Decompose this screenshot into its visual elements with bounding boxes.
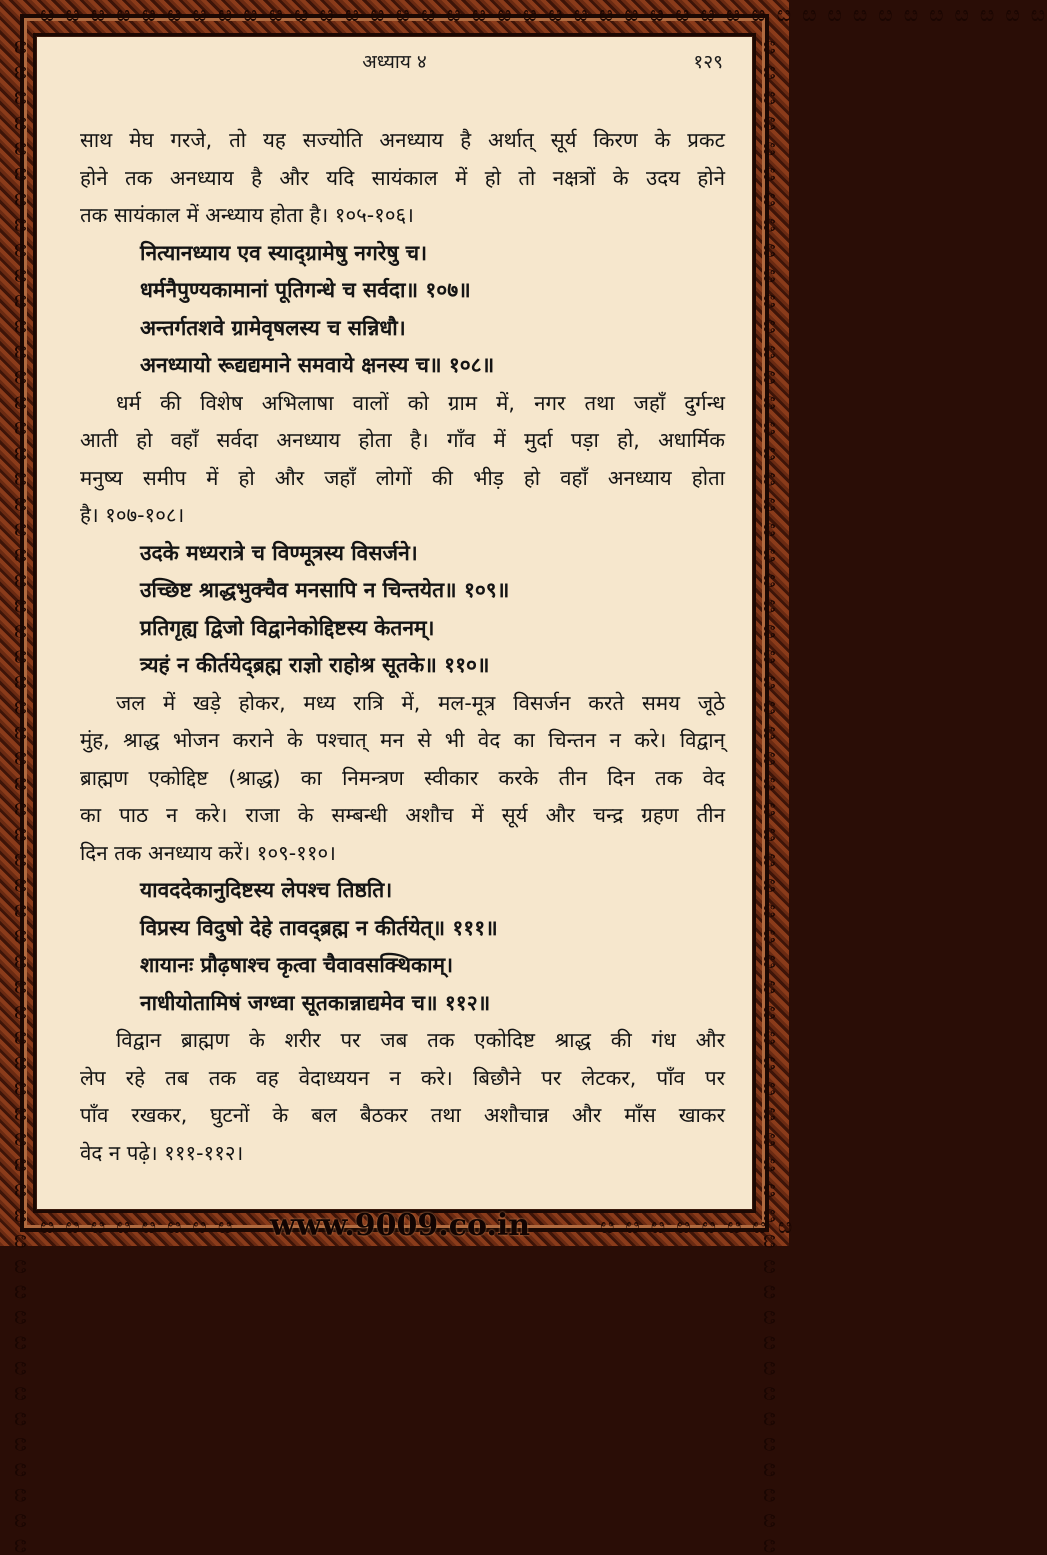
verse-line: शायानः प्रौढ़षाश्च कृत्वा चैवावसक्थिकाम्। bbox=[140, 953, 454, 977]
prose-line: दिन तक अनध्याय करें। १०९-११०। bbox=[80, 840, 336, 865]
verse-line: नाधीयोतामिषं जग्ध्वा सूतकान्नाद्यमेव च॥ ११२॥ bbox=[140, 990, 491, 1015]
verse-line: प्रतिगृह्य द्विजो विद्वानेकोद्दिष्टस्य केतनम्। bbox=[140, 615, 435, 640]
verse-line: उदके मध्यरात्रे च विण्मूत्रस्य विसर्जने। bbox=[140, 540, 418, 565]
website-url[interactable]: www.9009.co.in bbox=[269, 1208, 531, 1243]
verse-line: अन्तर्गतशवे ग्रामेवृषलस्य च सन्निधौ। bbox=[140, 315, 406, 340]
verse-line: विप्रस्य विदुषो देहे तावद्ब्रह्म न कीर्तयेत्॥ १११॥ bbox=[140, 915, 498, 940]
verse-line: नित्यानध्याय एव स्याद्ग्रामेषु नगरेषु च। bbox=[140, 240, 428, 265]
prose-line: तक सायंकाल में अन्ध्याय होता है। १०५-१०६। bbox=[80, 203, 414, 227]
bottom-right-ornament: ೞ ೞ ೞ ೞ ೞ ೞ ೞ ೞ bbox=[600, 1214, 795, 1239]
prose-line: लेप रहे तब तक वह वेदाध्ययन न करे। बिछौने पर लेटकर, पाँव पर bbox=[80, 1065, 725, 1090]
prose-line: मुंह, श्राद्ध भोजन कराने के पश्चात् मन से भी वेद का चिन्तन न करे। विद्वान् bbox=[80, 728, 725, 752]
prose-line: है। १०७-१०८। bbox=[80, 503, 185, 527]
prose-line: ब्राह्मण एकोद्दिष्ट (श्राद्ध) का निमन्त्रण स्वीकार करके तीन दिन तक वेद bbox=[80, 765, 725, 790]
prose-line: वेद न पढ़े। १११-११२। bbox=[80, 1140, 244, 1165]
verse-line: अनध्यायो रूद्यद्यमाने समवाये क्षनस्य च॥ १०८॥ bbox=[140, 353, 495, 377]
prose-line: का पाठ न करे। राजा के सम्बन्धी अशौच में सूर्य और चन्द्र ग्रहण तीन bbox=[80, 803, 725, 827]
left-ornament-border: ೞ ೞ ೞ ೞ ೞ ೞ ೞ ೞ ೞ ೞ ೞ ೞ ೞ ೞ ೞ ೞ ೞ ೞ ೞ ೞ ೞ ೞ ೞ ೞ ೞ ೞ ೞ ೞ ೞ ೞ ೞ ೞ ೞ ೞ ೞ ೞ ೞ ೞ ೞ ೞ ೞ ೞ ೞ ೞ ೞ ೞ ೞ ೞ ೞ ೞ ೞ ೞ ೞ ೞ ೞ ೞ ೞ ೞ ೞ ೞ bbox=[9, 40, 34, 1555]
page-body bbox=[80, 122, 725, 1172]
verse-line: धर्मनैपुण्यकामानां पूतिगन्धे च सर्वदा॥ १०७॥ bbox=[140, 278, 471, 302]
top-ornament-border: ೞ ೞ ೞ ೞ ೞ ೞ ೞ ೞ ೞ ೞ ೞ ೞ ೞ ೞ ೞ ೞ ೞ ೞ ೞ ೞ ೞ ೞ ೞ ೞ ೞ ೞ ೞ ೞ ೞ ೞ ೞ ೞ ೞ ೞ ೞ ೞ ೞ ೞ ೞ ೞ bbox=[40, 2, 1047, 27]
prose-line: विद्वान ब्राह्मण के शरीर पर जब तक एकोदिष्ट श्राद्ध की गंध और bbox=[116, 1028, 725, 1052]
prose-line: जल में खड़े होकर, मध्य रात्रि में, मल-मूत्र विसर्जन करते समय जूठे bbox=[116, 690, 725, 715]
bottom-left-ornament: ೞ ೞ ೞ ೞ ೞ ೞ ೞ ೞ bbox=[40, 1214, 235, 1239]
right-ornament-border: ೞ ೞ ೞ ೞ ೞ ೞ ೞ ೞ ೞ ೞ ೞ ೞ ೞ ೞ ೞ ೞ ೞ ೞ ೞ ೞ ೞ ೞ ೞ ೞ ೞ ೞ ೞ ೞ ೞ ೞ ೞ ೞ ೞ ೞ ೞ ೞ ೞ ೞ ೞ ೞ ೞ ೞ ೞ ೞ ೞ ೞ ೞ ೞ ೞ ೞ ೞ ೞ ೞ ೞ ೞ ೞ ೞ ೞ ೞ ೞ bbox=[758, 40, 783, 1555]
prose-line: होने तक अनध्याय है और यदि सायंकाल में हो तो नक्षत्रों के उदय होने bbox=[80, 165, 725, 190]
chapter-title: अध्याय ४ bbox=[362, 51, 427, 73]
prose-line: मनुष्य समीप में हो और जहाँ लोगों की भीड़ हो वहाँ अनध्याय होता bbox=[80, 465, 725, 490]
page-header bbox=[36, 40, 753, 80]
prose-line: साथ मेघ गरजे, तो यह सज्योति अनध्याय है अर्थात् सूर्य किरण के प्रकट bbox=[80, 128, 725, 152]
verse-line: उच्छिष्ट श्राद्धभुक्चैव मनसापि न चिन्तयेत॥ १०९॥ bbox=[140, 578, 510, 602]
verse-line: त्र्यहं न कीर्तयेद्ब्रह्म राज्ञो राहोश्र सूतके॥ ११०॥ bbox=[140, 653, 490, 677]
verse-line: यावददेकानुदिष्टस्य लेपश्च तिष्ठति। bbox=[140, 878, 393, 902]
page-number: १२९ bbox=[693, 51, 723, 73]
prose-line: पाँव रखकर, घुटनों के बल बैठकर तथा अशौचान्न और माँस खाकर bbox=[80, 1103, 725, 1127]
prose-line: धर्म की विशेष अभिलाषा वालों को ग्राम में, नगर तथा जहाँ दुर्गन्ध bbox=[116, 390, 725, 415]
prose-line: आती हो वहाँ सर्वदा अनध्याय होता है। गाँव में मुर्दा पड़ा हो, अधार्मिक bbox=[80, 428, 726, 452]
